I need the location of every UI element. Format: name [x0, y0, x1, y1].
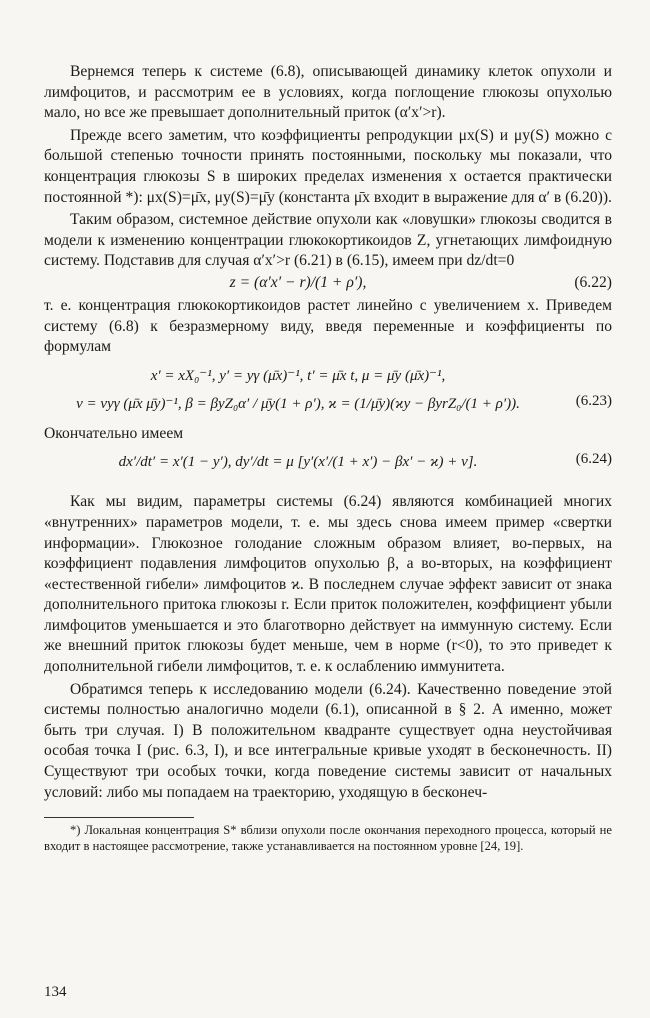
paragraph-4: т. е. концентрация глюкокортикоидов растет линейно с увеличением x. Приведем систему (6.8) к безразмерному виду, введя переменные и коэффициенты по формулам	[44, 296, 612, 356]
footnote: *) Локальная концентрация S* вблизи опухоли после окончания переходного процесса, который не входит в настоящее рассмотрение, также устанавливается на постоянном уровне [24, 19].	[44, 823, 612, 854]
equation-6-23	[44, 362, 612, 418]
paragraph-1: Вернемся теперь к системе (6.8), описывающей динамику клеток опухоли и лимфоцитов, и рассмотрим ее в условиях, когда поглощение глюкозы опухолью мало, но все же превышает дополнительный приток (α′x′>r).	[44, 63, 612, 122]
equation-6-24-number: (6.24)	[575, 451, 612, 468]
equation-6-23-row-2: ν = νyγ (μ̄x μ̄y)⁻¹, β = βyZ₀α′ / μ̄y(1 + ρ′), ϰ = (1/μ̄y)(ϰy − βyrZ₀/(1 + ρ′)).	[76, 395, 520, 412]
paragraph-6: Как мы видим, параметры системы (6.24) являются комбинацией многих «внутренних» параметров модели, т. е. мы здесь снова имеем пример «свертки информации». Глюкозное голодание сложным образом влияет, во-первых, на коэффициент подавления лимфоцитов опухолью β, а во-вторых, на коэффициент «естественной гибели» лимфоцитов ϰ. В последнем случае эффект зависит от знака дополнительного притока глюкозы r. Если приток положителен, коэффициент убыли лимфоцитов уменьшается и это благотворно действует на иммунную систему. Если же внешний приток глюкозы будет меньше, чем в норме (r<0), то это приведет к дополнительной гибели лимфоцитов, т. е. к ослаблению иммунитета.	[44, 493, 612, 676]
equation-6-24-body: dx′/dt′ = x′(1 − y′), dy′/dt = μ [y′(x′/(1 + x′) − βx′ − ϰ) + ν].	[118, 454, 478, 471]
equation-6-23-number: (6.23)	[575, 392, 612, 409]
equation-6-22-number: (6.22)	[574, 273, 612, 291]
paragraph-5: Окончательно имеем	[44, 424, 184, 442]
paragraph-2: Прежде всего заметим, что коэффициенты репродукции μx(S) и μy(S) можно с большой степенью точности принять постоянными, поскольку мы показали, что концентрация глюкозы S в широких пределах изменения x остается практически постоянной *): μx(S)=μ̄x, μy(S)=μ̄y (константа μ̄x входит в выражение для α′ в (6.20)).	[44, 126, 612, 206]
equation-6-23-row-1: x′ = xX₀⁻¹, y′ = yγ (μ̄x)⁻¹, t′ = μ̄x t, μ = μ̄y (μ̄x)⁻¹,	[150, 367, 446, 384]
page-number: 134	[44, 984, 67, 1000]
paragraph-7: Обратимся теперь к исследованию модели (6.24). Качественно поведение этой системы полностью аналогично модели (6.1), описанной в § 2. А именно, может быть три случая. I) В положительном квадранте существует одна неустойчивая особая точка I (рис. 6.3, I), и все интегральные кривые уходят в бесконечность. II) Существуют три особых точки, когда поведение системы зависит от начальных условий: либо мы попадаем на траекторию, уходящую в бесконеч-	[44, 680, 612, 801]
equation-6-22-body: z = (α′x′ − r)/(1 + ρ′),	[229, 273, 367, 291]
page-body	[44, 62, 612, 854]
footnote-divider	[44, 817, 194, 818]
paragraph-3: Таким образом, системное действие опухоли как «ловушки» глюкозы сводится в модели к изменению концентрации глюкокортикоидов Z, угнетающих лимфоидную систему. Подставив для случая α′x′>r (6.21) в (6.15), имеем при dz/dt=0	[44, 211, 612, 270]
equation-6-22	[44, 272, 612, 296]
equation-6-24	[44, 448, 612, 476]
